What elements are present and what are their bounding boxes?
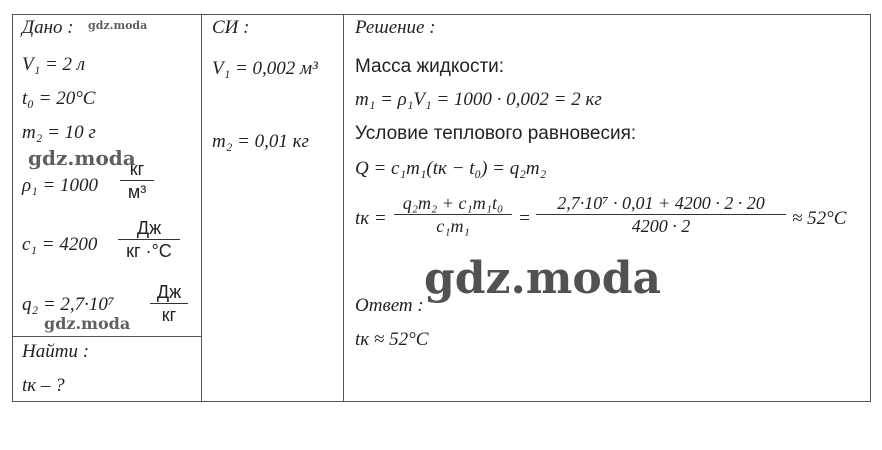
rho1-unit-denominator: м³ [127, 182, 147, 202]
find-tk: tк – ? [22, 375, 65, 396]
tk-numerator-numeric: 2,7·10⁷ · 0,01 + 4200 · 2 · 20 [557, 193, 765, 213]
tk-fraction-symbolic [394, 193, 512, 236]
rho1-unit-numerator: кг [129, 159, 145, 179]
fraction-bar [118, 239, 180, 240]
watermark: gdz.moda [88, 19, 148, 32]
q2-unit-fraction [150, 282, 188, 325]
si-header: СИ : [212, 17, 250, 38]
given-header: Дано : [22, 17, 74, 38]
column-divider-si [201, 15, 202, 401]
given-c1: c₁ = 4200 [22, 234, 98, 255]
given-q2: q₂ = 2,7·10⁷ [22, 294, 115, 315]
tk-lhs: tк = [355, 208, 387, 229]
fraction-bar [394, 214, 512, 215]
answer-label: Ответ : [355, 295, 424, 316]
given-t0: t₀ = 20°C [22, 88, 96, 109]
solution-header: Решение : [355, 17, 436, 38]
fraction-bar [120, 180, 154, 181]
c1-unit-numerator: Дж [136, 218, 162, 238]
fraction-bar [150, 303, 188, 304]
mass-label: Масса жидкости: [355, 56, 505, 77]
equals-sign: = [518, 208, 531, 229]
tk-denominator-symbolic: c₁m₁ [436, 216, 470, 236]
balance-label: Условие теплового равновесия: [355, 123, 637, 144]
q2-unit-denominator: кг [161, 305, 177, 325]
find-header: Найти : [22, 341, 90, 362]
q2-unit-numerator: Дж [156, 282, 182, 302]
mass-formula: m₁ = ρ₁V₁ = 1000 · 0,002 = 2 кг [355, 89, 602, 110]
watermark: gdz.moda [44, 314, 131, 333]
watermark: gdz.moda [424, 253, 662, 304]
tk-denominator-numeric: 4200 · 2 [631, 216, 691, 236]
answer-value: tк ≈ 52°C [355, 329, 429, 350]
tk-fraction-numeric [536, 193, 786, 236]
c1-unit-fraction [118, 218, 180, 261]
c1-unit-denominator: кг ·°C [126, 241, 172, 261]
tk-result: ≈ 52°C [792, 208, 847, 229]
balance-formula: Q = c₁m₁(tк − t₀) = q₂m₂ [355, 158, 547, 179]
given-rho1: ρ₁ = 1000 [22, 175, 99, 196]
column-divider-solution [343, 15, 344, 401]
find-divider [13, 336, 201, 337]
si-m2: m₂ = 0,01 кг [212, 131, 309, 152]
tk-numerator-symbolic: q₂m₂ + c₁m₁t₀ [402, 193, 504, 213]
si-v1: V₁ = 0,002 м³ [212, 58, 318, 79]
given-v1: V₁ = 2 л [22, 54, 86, 75]
watermark: gdz.moda [28, 146, 136, 170]
fraction-bar [536, 214, 786, 215]
given-m2: m₂ = 10 г [22, 122, 96, 143]
